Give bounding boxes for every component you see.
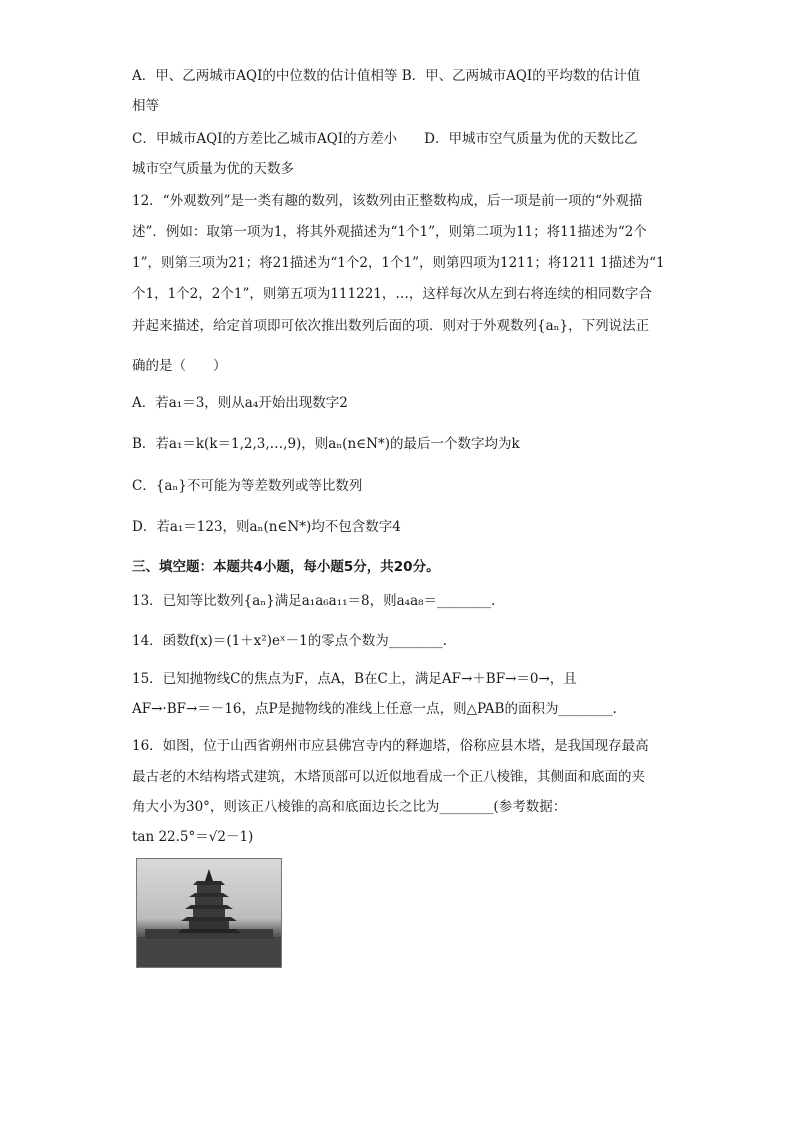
ln-8: 并起来描述，给定首项即可依次推出数列后面的项．则对于外观数列{aₙ}，下列说法正 xyxy=(132,318,650,334)
ln-3: 城市空气质量为优的天数多 xyxy=(132,161,294,177)
ln-11: B．若a₁＝k(k＝1,2,3,…,9)，则aₙ(n∈N*)的最后一个数字均为k xyxy=(132,436,520,452)
ln-2: C．甲城市AQI的方差比乙城市AQI的方差小 D．甲城市空气质量为优的天数比乙 xyxy=(132,131,638,147)
ln-0: A．甲、乙两城市AQI的中位数的估计值相等 B．甲、乙两城市AQI的平均数的估计值 xyxy=(132,68,641,84)
ln-4: 12．“外观数列”是一类有趣的数列，该数列由正整数构成，后一项是前一项的“外观描 xyxy=(132,193,643,209)
ln-21: 角大小为30°，则该正八棱锥的高和底面边长之比为________(参考数据： xyxy=(132,799,567,815)
pagoda-icon xyxy=(137,859,281,967)
ln-5: 述”．例如：取第一项为1，将其外观描述为“1个1”，则第二项为11；将11描述为“2个 xyxy=(132,224,647,240)
ln-19: 16．如图，位于山西省朔州市应县佛宫寺内的释迦塔，俗称应县木塔，是我国现存最高 xyxy=(132,738,649,754)
ln-20: 最古老的木结构塔式建筑，木塔顶部可以近似地看成一个正八棱锥，其侧面和底面的夹 xyxy=(132,769,645,785)
ln-22: tan 22.5°＝√2－1) xyxy=(132,829,254,845)
ln-10: A．若a₁＝3，则从a₄开始出现数字2 xyxy=(132,395,348,411)
ln-18: AF→·BF→＝－16，点P是抛物线的准线上任意一点，则△PAB的面积为________. xyxy=(132,701,617,717)
ln-6: 1”，则第三项为21；将21描述为“1个2，1个1”，则第四项为1211；将1211 1描述为“1 xyxy=(132,255,665,271)
ln-12: C．{aₙ}不可能为等差数列或等比数列 xyxy=(132,478,363,494)
ln-17: 15．已知抛物线C的焦点为F，点A，B在C上，满足AF→＋BF→＝0→，且 xyxy=(132,671,577,687)
ln-7: 个1，1个2，2个1”，则第五项为111221，…，这样每次从左到右将连续的相同数字合 xyxy=(132,286,652,302)
ln-1: 相等 xyxy=(132,98,159,114)
ln-15: 13．已知等比数列{aₙ}满足a₁a₆a₁₁＝8，则a₄a₈＝________. xyxy=(132,593,496,609)
pagoda-photo xyxy=(136,858,282,968)
ln-9: 确的是（ ） xyxy=(132,358,227,374)
ln-13: D．若a₁＝123，则aₙ(n∈N*)均不包含数字4 xyxy=(132,519,401,535)
ln-16: 14．函数f(x)＝(1＋x²)eˣ－1的零点个数为________. xyxy=(132,633,448,649)
section-heading: 三、填空题：本题共4小题，每小题5分，共20分。 xyxy=(132,559,440,575)
